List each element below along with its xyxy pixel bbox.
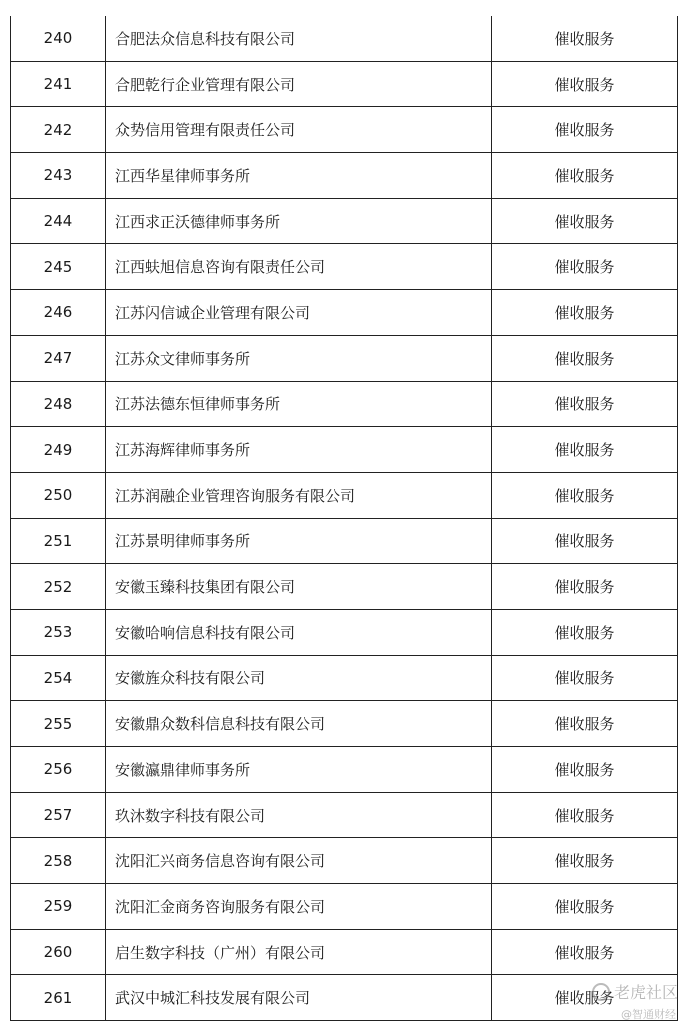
company-name-cell: 江苏海辉律师事务所 <box>106 427 492 473</box>
company-name-cell: 安徽旌众科技有限公司 <box>106 655 492 701</box>
table-row <box>11 198 678 244</box>
service-type-cell: 催收服务 <box>492 198 678 244</box>
table-row <box>11 244 678 290</box>
table-row <box>11 655 678 701</box>
service-type-cell: 催收服务 <box>492 838 678 884</box>
row-number-cell: 260 <box>11 929 106 975</box>
company-name-cell: 江苏闪信诚企业管理有限公司 <box>106 290 492 336</box>
company-name-cell: 江苏众文律师事务所 <box>106 335 492 381</box>
company-table-container <box>10 16 678 1021</box>
table-body <box>11 16 678 1021</box>
service-type-cell: 催收服务 <box>492 884 678 930</box>
row-number-cell: 253 <box>11 609 106 655</box>
row-number-cell: 261 <box>11 975 106 1021</box>
service-type-cell: 催收服务 <box>492 427 678 473</box>
row-number-cell: 256 <box>11 747 106 793</box>
row-number-cell: 241 <box>11 61 106 107</box>
row-number-cell: 244 <box>11 198 106 244</box>
company-name-cell: 安徽鼎众数科信息科技有限公司 <box>106 701 492 747</box>
service-type-cell: 催收服务 <box>492 747 678 793</box>
service-type-cell: 催收服务 <box>492 381 678 427</box>
company-name-cell: 江西求正沃德律师事务所 <box>106 198 492 244</box>
row-number-cell: 248 <box>11 381 106 427</box>
company-table <box>10 16 678 1021</box>
service-type-cell: 催收服务 <box>492 290 678 336</box>
table-row <box>11 61 678 107</box>
company-name-cell: 安徽哈响信息科技有限公司 <box>106 609 492 655</box>
table-row <box>11 975 678 1021</box>
company-name-cell: 沈阳汇金商务咨询服务有限公司 <box>106 884 492 930</box>
company-name-cell: 安徽瀛鼎律师事务所 <box>106 747 492 793</box>
company-name-cell: 江西蚨旭信息咨询有限责任公司 <box>106 244 492 290</box>
company-name-cell: 江苏法德东恒律师事务所 <box>106 381 492 427</box>
company-name-cell: 江苏景明律师事务所 <box>106 518 492 564</box>
row-number-cell: 246 <box>11 290 106 336</box>
table-row <box>11 609 678 655</box>
service-type-cell: 催收服务 <box>492 335 678 381</box>
row-number-cell: 259 <box>11 884 106 930</box>
row-number-cell: 245 <box>11 244 106 290</box>
row-number-cell: 247 <box>11 335 106 381</box>
table-row <box>11 747 678 793</box>
service-type-cell: 催收服务 <box>492 792 678 838</box>
table-row <box>11 884 678 930</box>
row-number-cell: 258 <box>11 838 106 884</box>
service-type-cell: 催收服务 <box>492 153 678 199</box>
service-type-cell: 催收服务 <box>492 107 678 153</box>
table-row <box>11 335 678 381</box>
service-type-cell: 催收服务 <box>492 244 678 290</box>
service-type-cell: 催收服务 <box>492 16 678 61</box>
service-type-cell: 催收服务 <box>492 472 678 518</box>
service-type-cell: 催收服务 <box>492 701 678 747</box>
company-name-cell: 合肥乾行企业管理有限公司 <box>106 61 492 107</box>
watermark-sub-text: @智通财经 <box>621 1008 676 1021</box>
company-name-cell: 武汉中城汇科技发展有限公司 <box>106 975 492 1021</box>
table-row <box>11 792 678 838</box>
table-row <box>11 701 678 747</box>
row-number-cell: 255 <box>11 701 106 747</box>
service-type-cell: 催收服务 <box>492 975 678 1021</box>
table-row <box>11 153 678 199</box>
row-number-cell: 242 <box>11 107 106 153</box>
row-number-cell: 254 <box>11 655 106 701</box>
table-row <box>11 518 678 564</box>
company-name-cell: 启生数字科技（广州）有限公司 <box>106 929 492 975</box>
table-row <box>11 472 678 518</box>
service-type-cell: 催收服务 <box>492 564 678 610</box>
company-name-cell: 江苏润融企业管理咨询服务有限公司 <box>106 472 492 518</box>
table-row <box>11 290 678 336</box>
company-name-cell: 合肥法众信息科技有限公司 <box>106 16 492 61</box>
table-row <box>11 381 678 427</box>
row-number-cell: 251 <box>11 518 106 564</box>
watermark-main-text: 老虎社区 <box>613 983 678 1002</box>
table-row <box>11 16 678 61</box>
row-number-cell: 257 <box>11 792 106 838</box>
company-name-cell: 安徽玉臻科技集团有限公司 <box>106 564 492 610</box>
row-number-cell: 240 <box>11 16 106 61</box>
row-number-cell: 252 <box>11 564 106 610</box>
company-name-cell: 江西华星律师事务所 <box>106 153 492 199</box>
row-number-cell: 243 <box>11 153 106 199</box>
service-type-cell: 催收服务 <box>492 609 678 655</box>
table-row <box>11 107 678 153</box>
company-name-cell: 沈阳汇兴商务信息咨询有限公司 <box>106 838 492 884</box>
service-type-cell: 催收服务 <box>492 61 678 107</box>
company-name-cell: 众势信用管理有限责任公司 <box>106 107 492 153</box>
row-number-cell: 249 <box>11 427 106 473</box>
table-row <box>11 427 678 473</box>
table-row <box>11 838 678 884</box>
table-row <box>11 929 678 975</box>
service-type-cell: 催收服务 <box>492 518 678 564</box>
company-name-cell: 玖沐数字科技有限公司 <box>106 792 492 838</box>
service-type-cell: 催收服务 <box>492 929 678 975</box>
service-type-cell: 催收服务 <box>492 655 678 701</box>
table-row <box>11 564 678 610</box>
row-number-cell: 250 <box>11 472 106 518</box>
